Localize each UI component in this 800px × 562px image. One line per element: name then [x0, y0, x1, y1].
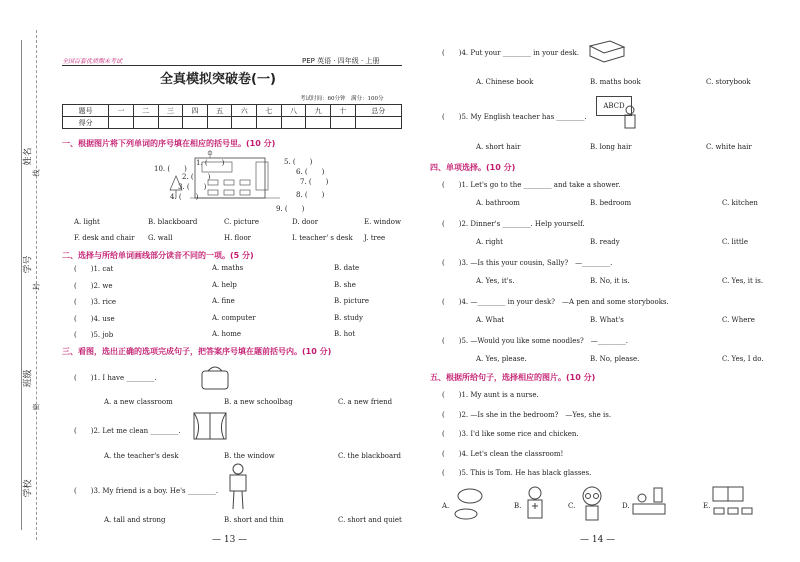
s3-q1-option-b: B. a new schoolbag — [224, 398, 293, 406]
s4-q4-option-a: A. What — [476, 316, 505, 324]
line-mark: 线 — [32, 169, 41, 177]
section-4-title: 四、单项选择。(10 分) — [430, 163, 516, 172]
boy-glasses-icon — [578, 484, 606, 524]
binding-line — [21, 40, 22, 530]
pic-label-8: 8. ( ) — [296, 191, 325, 199]
s3-q2-option-a: A. the teacher's desk — [104, 452, 179, 460]
exam-time: 考试时间：60分钟 满分：100分 — [300, 96, 384, 102]
score-header-cell: 四 — [183, 105, 208, 117]
s2-row-5-option-b: B. hot — [334, 330, 356, 338]
s4-q1-option-c: C. kitchen — [722, 199, 758, 207]
word-c: C. picture — [224, 218, 260, 226]
classroom-cleaning-icon — [710, 484, 758, 524]
score-cell[interactable] — [330, 117, 355, 129]
pic-label-6: 6. ( ) — [296, 168, 325, 176]
s4-question-1: ( )1. Let's go to the ________ and take a shower. — [442, 181, 621, 189]
s2-row-5-option-a: A. home — [212, 330, 242, 338]
s4-q3-option-c: C. Yes, it is. — [722, 277, 764, 285]
s4-q3-option-b: B. No, it is. — [590, 277, 630, 285]
s3-question-1: ( )1. I have ________. — [74, 374, 157, 382]
page-number-left: — 13 — — [212, 535, 248, 545]
s4-q5-option-c: C. Yes, I do. — [722, 355, 764, 363]
score-cell[interactable] — [232, 117, 257, 129]
score-cell[interactable] — [281, 117, 306, 129]
s3-q3-option-c: C. short and quiet — [338, 516, 402, 524]
word-i: I. teacher' s desk — [292, 234, 353, 242]
score-header-cell: 五 — [207, 105, 232, 117]
rice-chicken-icon — [452, 484, 488, 524]
s2-row-4-word: ( )4. use — [74, 314, 115, 323]
blackboard-icon: ABCD — [596, 96, 632, 116]
schoolbag-icon — [198, 363, 232, 391]
s4-q3-option-a: A. Yes, it's. — [476, 277, 515, 285]
score-row-label: 得分 — [63, 117, 109, 129]
s3-question-3: ( )3. My friend is a boy. He's ________. — [74, 487, 219, 495]
header-rule — [62, 65, 402, 66]
s2-row-5-word: ( )5. job — [74, 331, 114, 339]
s4-question-2: ( )2. Dinner's ________. Help yourself. — [442, 220, 585, 228]
s4-q1-option-b: B. bedroom — [590, 199, 632, 207]
s4-question-4: ( )4. —________ in your desk? —A pen and some storybooks. — [442, 298, 669, 306]
q4-put-book: ( )4. Put your ________ in your desk. — [442, 49, 579, 57]
q4-option-c: C. storybook — [706, 78, 751, 86]
s2-row-2-option-a: A. help — [212, 280, 237, 289]
s2-row-3-word: ( )3. rice — [74, 298, 117, 306]
window-icon — [190, 410, 230, 444]
score-table — [62, 104, 402, 129]
school-label: 学校 — [23, 479, 34, 498]
s2-row-3-option-b: B. picture — [334, 297, 370, 305]
score-header-cell: 题号 — [63, 105, 109, 117]
s3-q3-option-a: A. tall and strong — [104, 516, 166, 524]
word-b: B. blackboard — [148, 218, 198, 226]
score-cell[interactable] — [109, 117, 134, 129]
q5-english-teacher: ( )5. My English teacher has ________. — [442, 113, 587, 121]
s4-q2-option-a: A. right — [476, 238, 503, 246]
pic-c-label: C. — [568, 502, 576, 510]
s3-q1-option-c: C. a new friend — [338, 398, 393, 406]
student-number-label: 学号 — [23, 255, 34, 274]
s5-sentence-1: ( )1. My aunt is a nurse. — [442, 391, 539, 399]
word-e: E. window — [364, 218, 401, 226]
s5-sentence-3: ( )3. I'd like some rice and chicken. — [442, 430, 579, 438]
class-label: 班级 — [23, 369, 34, 388]
s3-q3-option-b: B. short and thin — [224, 516, 284, 524]
q4-option-a: A. Chinese book — [476, 78, 534, 86]
page-title: 全真模拟突破卷(一) — [160, 72, 276, 87]
word-j: J. tree — [364, 234, 386, 242]
q4-option-b: B. maths book — [590, 78, 641, 86]
pic-label-10: 10. ( ) — [154, 165, 187, 173]
s5-sentence-4: ( )4. Let's clean the classroom! — [442, 449, 564, 458]
s4-question-5: ( )5. —Would you like some noodles? —________. — [442, 337, 628, 345]
s2-row-2-word: ( )2. we — [74, 281, 113, 290]
q5-option-a: A. short hair — [476, 143, 521, 151]
book-icon — [586, 38, 626, 64]
score-cell[interactable] — [158, 117, 183, 129]
section-5-title: 五、根据所给句子，选择相应的图片。(10 分) — [430, 373, 596, 382]
pic-e-label: E. — [703, 502, 711, 510]
score-cell[interactable] — [183, 117, 208, 129]
score-cell[interactable] — [355, 117, 401, 129]
series-name: 全国百套优质期末考试 — [62, 58, 123, 65]
score-header-cell: 十 — [330, 105, 355, 117]
section-1-title: 一、根据图片将下列单词的序号填在相应的括号里。(10 分) — [62, 139, 276, 148]
s4-q2-option-b: B. ready — [590, 238, 620, 246]
score-header-cell: 二 — [133, 105, 158, 117]
score-cell[interactable] — [207, 117, 232, 129]
s4-q4-option-c: C. Where — [722, 316, 755, 324]
word-f: F. desk and chair — [74, 234, 135, 242]
pic-label-7: 7. ( ) — [300, 178, 329, 186]
pic-b-label: B. — [514, 502, 522, 510]
word-a: A. light — [74, 218, 100, 226]
score-header-cell: 九 — [306, 105, 331, 117]
pic-d-label: D. — [622, 502, 630, 510]
seal-mark-2: 密 — [32, 403, 41, 411]
section-3-title: 三、看图，选出正确的选项完成句子，把答案序号填在题前括号内。(10 分) — [62, 347, 332, 356]
pic-a-label: A. — [442, 502, 450, 510]
s4-question-3: ( )3. —Is this your cousin, Sally? —________. — [442, 259, 613, 267]
score-header-cell: 三 — [158, 105, 183, 117]
score-header-cell: 八 — [281, 105, 306, 117]
s3-question-2: ( )2. Let me clean ________. — [74, 427, 181, 435]
s3-q2-option-b: B. the window — [224, 452, 275, 460]
s4-q5-option-b: B. No, please. — [590, 355, 640, 363]
s2-row-4-option-a: A. computer — [212, 313, 256, 322]
score-header-cell: 六 — [232, 105, 257, 117]
s4-q1-option-a: A. bathroom — [476, 199, 520, 207]
s3-q2-option-c: C. the blackboard — [338, 452, 401, 460]
boy-icon — [224, 462, 252, 512]
word-h: H. floor — [224, 234, 251, 242]
s3-q1-option-a: A. a new classroom — [104, 398, 173, 406]
score-header-cell: 七 — [257, 105, 282, 117]
pic-label-2: 2. ( ) — [182, 173, 211, 181]
bedroom-icon — [630, 484, 670, 524]
pic-label-5: 5. ( ) — [284, 158, 313, 166]
s2-row-1-option-b: B. date — [334, 264, 360, 272]
teacher-icon — [620, 104, 640, 130]
name-label: 姓名 — [23, 147, 34, 166]
word-d: D. door — [292, 218, 319, 226]
q5-option-b: B. long hair — [590, 143, 632, 151]
nurse-icon — [522, 484, 548, 524]
score-cell[interactable] — [257, 117, 282, 129]
s4-q2-option-c: C. little — [722, 238, 749, 246]
s2-row-4-option-b: B. study — [334, 313, 363, 322]
pic-label-9: 9. ( ) — [276, 205, 305, 213]
s2-row-3-option-a: A. fine — [212, 297, 235, 305]
seal-mark: 封 — [32, 283, 41, 291]
score-header-cell: 一 — [109, 105, 134, 117]
page-number-right: — 14 — — [580, 535, 616, 545]
s4-q5-option-a: A. Yes, please. — [476, 355, 527, 363]
score-header-cell: 总分 — [355, 105, 401, 117]
binding-margin — [0, 0, 52, 562]
s2-row-1-option-a: A. maths — [212, 264, 244, 272]
s2-row-1-word: ( )1. cat — [74, 265, 114, 273]
word-g: G. wall — [148, 234, 173, 242]
s5-sentence-5: ( )5. This is Tom. He has black glasses. — [442, 469, 592, 477]
pic-label-1: 1. ( ) — [196, 159, 225, 167]
pic-label-4: 4. ( ) — [170, 193, 199, 201]
s5-sentence-2: ( )2. —Is she in the bedroom? —Yes, she is. — [442, 410, 612, 419]
s2-row-2-option-b: B. she — [334, 280, 356, 289]
grade-label: PEP 英语 · 四年级 · 上册 — [302, 57, 380, 65]
q5-option-c: C. white hair — [706, 143, 752, 151]
score-cell[interactable] — [133, 117, 158, 129]
s4-q4-option-b: B. What's — [590, 316, 624, 324]
pic-label-3: 3. ( ) — [178, 183, 207, 191]
score-cell[interactable] — [306, 117, 331, 129]
section-2-title: 二、选择与所给单词画线部分读音不同的一项。(5 分) — [62, 251, 254, 260]
